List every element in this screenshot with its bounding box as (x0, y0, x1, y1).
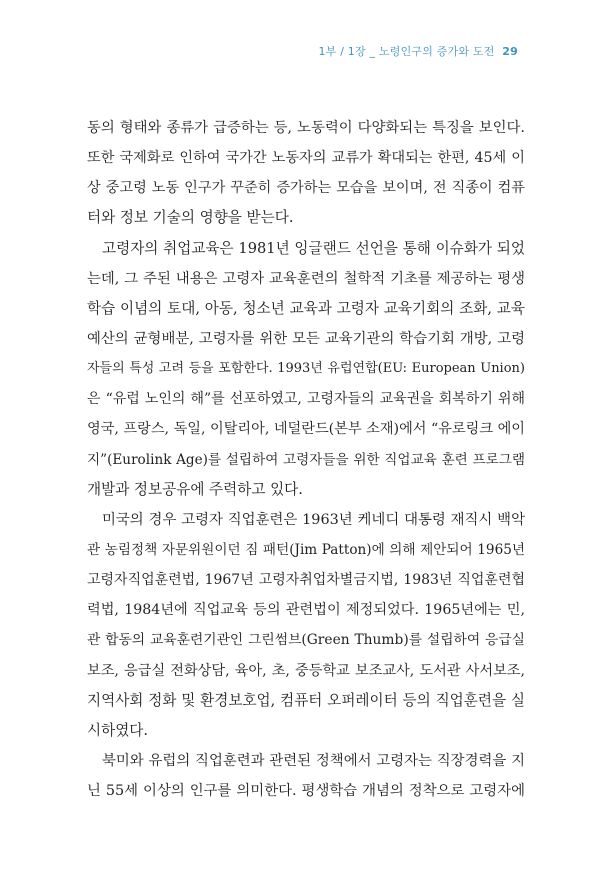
text-line: 관 합동의 교육훈련기관인 그린썸브(Green Thumb)를 설립하여 응급실 (87, 632, 525, 649)
text-line: 지”(Eurolink Age)를 설립하여 고령자들을 위한 직업교육 훈련 프로그램 (87, 451, 525, 468)
body-text (87, 113, 525, 806)
text-line: 미국의 경우 고령자 직업훈련은 1963년 케네디 대통령 재직시 백악 (102, 511, 525, 528)
text-line: 동의 형태와 종류가 급증하는 등, 노동력이 다양화되는 특징을 보인다. (87, 120, 525, 136)
text-line: 상 중고령 노동 인구가 꾸준히 증가하는 모습을 보이며, 전 직종이 컴퓨 (87, 180, 525, 197)
text-line: 북미와 유럽의 직업훈련과 관련된 정책에서 고령자는 직장경력을 지 (102, 752, 525, 769)
page-number: 29 (502, 45, 518, 58)
text-line: 개발과 정보공유에 주력하고 있다. (87, 480, 303, 498)
text-line: 또한 국제화로 인하여 국가간 노동자의 교류가 확대되는 한편, 45세 이 (87, 150, 525, 167)
text-line: 는데, 그 주된 내용은 고령자 교육훈련의 철학적 기초를 제공하는 평생 (87, 270, 525, 287)
text-line: 터와 정보 기술의 영향을 받는다. (87, 209, 294, 227)
text-line: 지역사회 정화 및 환경보호업, 컴퓨터 오퍼레이터 등의 직업훈련을 실 (87, 691, 525, 709)
text-line: 력법, 1984년에 직업교육 등의 관련법이 제정되었다. 1965년에는 민, (87, 602, 525, 619)
text-line: 학습 이념의 토대, 아동, 청소년 교육과 고령자 교육기회의 조화, 교육 (87, 299, 525, 317)
running-header (318, 43, 518, 59)
text-line: 닌 55세 이상의 인구를 의미한다. 평생학습 개념의 정착으로 고령자에 (87, 783, 525, 800)
text-line: 고령자직업훈련법, 1967년 고령자취업차별금지법, 1983년 직업훈련협 (87, 572, 525, 589)
text-line: 예산의 균형배분, 고령자를 위한 모든 교육기관의 학습기회 개방, 고령 (87, 330, 525, 347)
text-line: 영국, 프랑스, 독일, 이탈리아, 네덜란드(본부 소재)에서 “유로링크 에이 (87, 421, 525, 438)
text-line: 고령자의 취업교육은 1981년 잉글랜드 선언을 통해 이슈화가 되었 (102, 239, 525, 257)
text-line: 보조, 응급실 전화상담, 육아, 초, 중등학교 보조교사, 도서관 사서보조, (87, 662, 525, 679)
text-line: 자들의 특성 고려 등을 포함한다. 1993년 유럽연합(EU: European Union) (87, 361, 525, 377)
chapter-title: 1부 / 1장 _ 노령인구의 증가와 도전 (318, 45, 495, 58)
text-line: 관 농림정책 자문위원이던 짐 패턴(Jim Patton)에 의해 제안되어 1965년 (87, 541, 525, 558)
text-line: 시하였다. (87, 721, 149, 739)
text-line: 은 “유럽 노인의 해”를 선포하였고, 고령자들의 교육권을 회복하기 위해 (87, 391, 525, 408)
